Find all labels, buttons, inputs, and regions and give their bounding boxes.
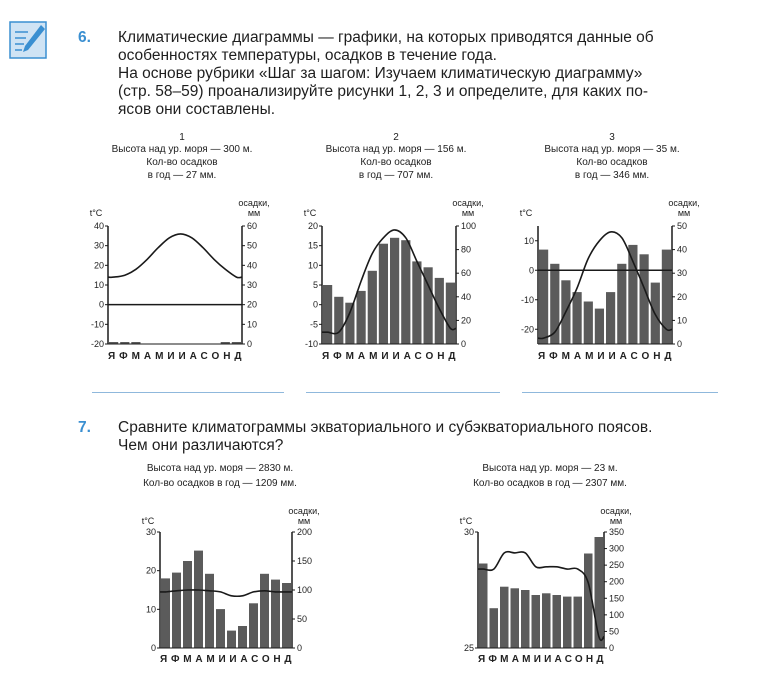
temperature-tick-label: 20	[93, 260, 104, 271]
precipitation-bar	[183, 561, 192, 648]
temperature-tick-label: -20	[90, 339, 104, 349]
precipitation-bar	[584, 554, 593, 649]
chart-caption: Кол-во осадков в год — 2307 мм.	[473, 478, 627, 489]
precipitation-tick-label: 20	[247, 299, 258, 310]
precipitation-bar	[573, 292, 582, 344]
temperature-tick-label: -20	[520, 324, 534, 335]
precipitation-bar	[435, 278, 444, 344]
precipitation-bar	[553, 595, 562, 648]
chart-caption: Кол-во осадков	[146, 157, 218, 168]
precipitation-axis-unit: мм	[461, 208, 475, 218]
precipitation-tick-label: 350	[609, 527, 625, 537]
temperature-tick-label: 20	[145, 565, 156, 576]
precipitation-bar	[227, 631, 236, 648]
chart-number: 3	[609, 132, 615, 143]
precipitation-axis-unit: мм	[297, 516, 311, 526]
precipitation-tick-label: 0	[677, 339, 683, 349]
precipitation-bar	[271, 580, 280, 648]
months-label: ЯФМАМИИАСОНД	[108, 351, 242, 362]
chart-caption: в год — 707 мм.	[358, 170, 434, 181]
task-6-text	[118, 29, 728, 119]
answer-line[interactable]	[306, 392, 500, 393]
precipitation-tick-label: 40	[461, 291, 472, 302]
temperature-tick-label: 30	[93, 240, 104, 251]
task-7-line: Чем они различаются?	[118, 437, 284, 454]
precipitation-axis-label: осадки,	[668, 198, 700, 208]
temperature-tick-label: 0	[98, 299, 104, 310]
precipitation-tick-label: 60	[247, 221, 258, 231]
precipitation-tick-label: 300	[609, 543, 625, 554]
precipitation-bar	[500, 587, 509, 648]
climate-chart-1	[78, 128, 278, 368]
precipitation-bar	[323, 285, 332, 344]
precipitation-tick-label: 20	[677, 291, 688, 302]
precipitation-axis-label: осадки,	[600, 506, 632, 516]
pencil-notebook-icon	[8, 20, 48, 60]
chart-caption: Высота над ур. моря — 2830 м.	[146, 463, 294, 474]
precipitation-tick-label: 0	[609, 643, 615, 653]
chart-caption: Кол-во осадков	[360, 157, 432, 168]
temperature-tick-label: 5	[312, 280, 318, 290]
precipitation-axis-label: осадки,	[288, 506, 320, 516]
precipitation-axis-unit: мм	[677, 208, 691, 218]
precipitation-tick-label: 0	[247, 339, 253, 349]
temperature-tick-label: 10	[523, 235, 534, 246]
precipitation-axis-unit: мм	[609, 516, 623, 526]
precipitation-tick-label: 10	[247, 319, 258, 330]
precipitation-tick-label: 200	[609, 576, 625, 587]
chart-caption: в год — 27 мм.	[147, 170, 217, 181]
precipitation-axis-unit: мм	[247, 208, 261, 218]
chart-caption: Высота над ур. моря — 35 м.	[544, 144, 680, 155]
precipitation-bar	[412, 261, 421, 344]
chart-caption: Кол-во осадков	[576, 157, 648, 168]
precipitation-tick-label: 30	[247, 280, 258, 290]
temperature-axis-label: t°C	[519, 208, 533, 218]
temperature-tick-label: 10	[307, 260, 318, 271]
temperature-tick-label: 15	[307, 240, 318, 251]
precipitation-bar	[584, 302, 593, 345]
precipitation-tick-label: 0	[297, 643, 303, 653]
precipitation-bar	[617, 264, 626, 344]
precipitation-bar	[260, 574, 269, 648]
months-label: ЯФМАМИИАСОНД	[478, 654, 604, 665]
precipitation-bar	[532, 595, 541, 648]
precipitation-tick-label: 80	[461, 244, 472, 255]
precipitation-axis-label: осадки,	[452, 198, 484, 208]
precipitation-bar	[216, 609, 225, 648]
precipitation-bar	[479, 564, 488, 649]
precipitation-bar	[595, 309, 604, 344]
precipitation-bar	[390, 238, 399, 344]
task-7-text	[118, 419, 728, 455]
answer-line[interactable]	[92, 392, 284, 393]
precipitation-tick-label: 60	[461, 268, 472, 279]
precipitation-bar	[282, 583, 291, 648]
precipitation-tick-label: 50	[247, 240, 258, 251]
precipitation-bar	[172, 573, 181, 648]
chart-caption: в год — 346 мм.	[574, 170, 650, 181]
temperature-tick-label: 0	[312, 299, 318, 310]
task-6-line: Климатические диаграммы — графики, на которых приводятся данные об	[118, 29, 654, 46]
chart-caption: Высота над ур. моря — 23 м.	[482, 463, 618, 474]
precipitation-tick-label: 0	[461, 339, 467, 349]
task-6-line: ясов они составлены.	[118, 101, 276, 118]
precipitation-bar	[490, 608, 499, 648]
task-7-line: Сравните климатограммы экваториального и субэкваториального поясов.	[118, 419, 653, 436]
task-7-number: 7.	[78, 419, 91, 436]
temperature-tick-label: 0	[528, 265, 534, 276]
temperature-axis-label: t°C	[459, 516, 473, 526]
precipitation-tick-label: 150	[297, 556, 313, 566]
temperature-tick-label: 30	[145, 527, 156, 537]
precipitation-bar	[542, 593, 551, 648]
answer-line[interactable]	[522, 392, 718, 393]
chart-caption: Высота над ур. моря — 156 м.	[325, 144, 467, 155]
temperature-axis-label: t°C	[303, 208, 317, 218]
chart-number: 2	[393, 132, 399, 143]
precipitation-bar	[368, 271, 377, 344]
precipitation-tick-label: 50	[609, 626, 620, 637]
precipitation-bar	[563, 597, 572, 648]
precipitation-axis-label: осадки,	[238, 198, 270, 208]
climate-chart-3	[508, 128, 718, 368]
precipitation-bar	[446, 283, 455, 344]
precipitation-tick-label: 100	[461, 221, 477, 231]
precipitation-tick-label: 200	[297, 527, 313, 537]
precipitation-bar	[379, 244, 388, 344]
climate-chart-subequatorial	[442, 458, 672, 673]
temperature-tick-label: 10	[145, 604, 156, 615]
precipitation-tick-label: 40	[247, 260, 258, 271]
temperature-tick-label: -5	[309, 319, 318, 330]
task-6-number: 6.	[78, 29, 91, 46]
precipitation-bar	[595, 537, 604, 648]
precipitation-bar	[205, 574, 214, 648]
temperature-tick-label: 20	[307, 221, 318, 231]
chart-caption: Высота над ур. моря — 300 м.	[111, 144, 253, 155]
precipitation-bar	[238, 626, 247, 648]
task-6-line: (стр. 58–59) проанализируйте рисунки 1, 2, 3 и определите, для каких по-	[118, 83, 648, 100]
temperature-curve	[108, 234, 242, 278]
precipitation-bar	[640, 254, 649, 344]
task-6-line: На основе рубрики «Шаг за шагом: Изучаем климатическую диаграмму»	[118, 65, 643, 82]
precipitation-bar	[357, 291, 366, 344]
precipitation-bar	[574, 597, 583, 648]
temperature-tick-label: 0	[150, 643, 156, 653]
temperature-tick-label: -10	[90, 319, 104, 330]
climate-chart-2	[292, 128, 492, 368]
precipitation-bar	[511, 588, 520, 648]
temperature-axis-label: t°C	[89, 208, 103, 218]
months-label: ЯФМАМИИАСОНД	[538, 351, 672, 362]
precipitation-tick-label: 100	[297, 585, 313, 595]
precipitation-bar	[194, 551, 203, 648]
months-label: ЯФМАМИИАСОНД	[322, 351, 456, 362]
temperature-tick-label: -10	[304, 339, 318, 349]
temperature-tick-label: -10	[520, 294, 534, 305]
precipitation-tick-label: 10	[677, 315, 688, 326]
months-label: ЯФМАМИИАСОНД	[160, 654, 292, 665]
precipitation-bar	[334, 297, 343, 344]
precipitation-bar	[521, 590, 530, 648]
temperature-tick-label: 30	[463, 527, 474, 537]
precipitation-bar	[606, 292, 615, 344]
chart-caption: Кол-во осадков в год — 1209 мм.	[143, 478, 297, 489]
precipitation-bar	[539, 250, 548, 344]
precipitation-bar	[401, 240, 410, 344]
climate-chart-equatorial	[112, 458, 342, 673]
precipitation-tick-label: 100	[609, 609, 625, 620]
precipitation-bar	[161, 578, 170, 648]
precipitation-tick-label: 250	[609, 560, 625, 571]
precipitation-tick-label: 150	[609, 593, 625, 604]
temperature-tick-label: 25	[463, 643, 474, 653]
precipitation-tick-label: 50	[297, 614, 308, 624]
precipitation-tick-label: 50	[677, 221, 688, 231]
precipitation-tick-label: 30	[677, 268, 688, 279]
chart-number: 1	[179, 132, 185, 143]
temperature-tick-label: 40	[93, 221, 104, 231]
precipitation-tick-label: 40	[677, 244, 688, 255]
task-6-line: особенностях температуры, осадков в течение года.	[118, 47, 497, 64]
precipitation-bar	[345, 303, 354, 344]
precipitation-tick-label: 20	[461, 315, 472, 326]
temperature-tick-label: 10	[93, 280, 104, 290]
precipitation-bar	[249, 603, 258, 648]
temperature-axis-label: t°C	[141, 516, 155, 526]
